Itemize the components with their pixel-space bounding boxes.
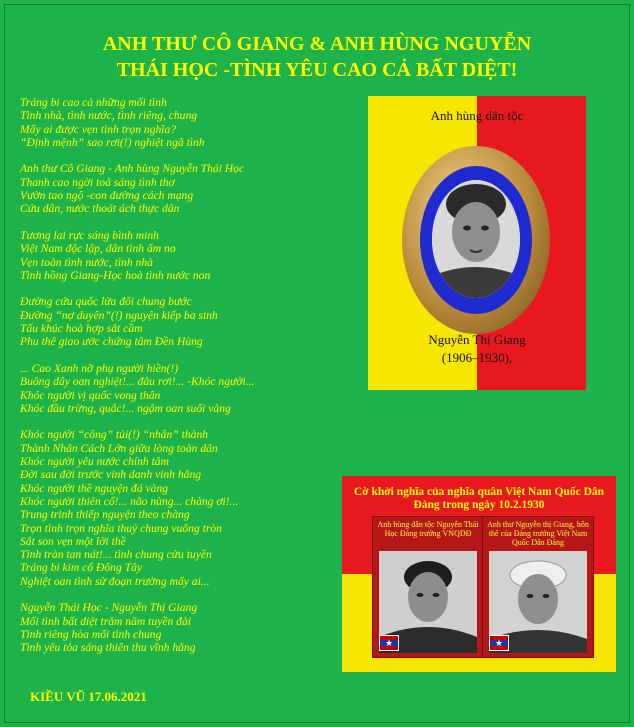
photo-card-nguyen-thi-giang <box>482 516 594 658</box>
poem-line: Tình nhà, tình nước, tình riêng, chung <box>20 109 198 123</box>
poem-line: Vườn tao ngộ -con đường cách mạng <box>20 189 194 203</box>
poem-line: Việt Nam độc lập, dân tình ấm no <box>20 242 176 256</box>
poem-line: Anh thư Cô Giang - Anh hùng Nguyễn Thái Học <box>20 162 245 176</box>
poem-line: Khóc người yêu nước chính tâm <box>20 455 169 469</box>
stanza-gap <box>20 588 350 601</box>
portrait-caption: Anh hùng dân tộc <box>430 108 524 123</box>
poem-line: Mấy ai được vẹn tình trọn nghĩa? <box>20 122 177 136</box>
vnqdd-flag-icon: ★ <box>489 635 509 651</box>
poem-line: Đường cứu quốc lửa đôi chung bước <box>20 295 192 309</box>
poem-line: Thành Nhân Cách Lớn giữa lòng toàn dân <box>20 441 218 455</box>
poem-line: Tình hồng Giang-Học hoà tình nước non <box>20 268 211 282</box>
poem-line: Đường “nợ duyên”(!) nguyện kiếp ba sinh <box>20 308 218 322</box>
poem-line: Khóc người “công” tủi(!) “nhân” thành <box>20 428 209 442</box>
stanza-gap <box>20 216 350 229</box>
poem-line: Tấu khúc hoà hợp sắt cầm <box>20 322 143 336</box>
author-signature: KIỀU VŨ 17.06.2021 <box>30 689 147 704</box>
uprising-flag-panel <box>342 476 616 672</box>
poem-line: Khóc người thề nguyện đá vàng <box>20 481 169 495</box>
page-title-line-2: THÁI HỌC -TÌNH YÊU CAO CẢ BẤT DIỆT! <box>116 59 518 81</box>
poem-line: Tương lai rực sáng bình minh <box>20 228 159 242</box>
uprising-heading: Cờ khởi nghĩa của nghĩa quân Việt Nam Quốc Dân Đảng trong ngày 10.2.1930 <box>353 486 605 511</box>
poem-line: Trung trinh thiếp nguyện theo chàng <box>20 508 190 522</box>
stanza-gap <box>20 149 350 162</box>
poem-line: Khóc người thiên cổ!... não nùng... chàng ơi!... <box>20 494 239 508</box>
poem-line: Tình tràn tan nát!... tình chung cửu tuyền <box>20 548 212 562</box>
poem-line: Trọn tình trọn nghĩa thuỷ chung vuông tròn <box>20 521 222 535</box>
portrait-silhouette <box>432 180 520 298</box>
poem-line: “Định mệnh” sao rơi(!) nghiệt ngã tình <box>20 135 205 149</box>
poem-line: Phu thê giao ước chứng tâm Đền Hùng <box>20 335 203 349</box>
portrait-panel <box>368 96 586 390</box>
portrait-name: Nguyễn Thị Giang <box>428 332 526 347</box>
stanza-gap <box>20 282 350 295</box>
poem-line: Khóc đầu trừng, quắc!... ngậm oan suối vàng <box>20 401 231 415</box>
poem-line: Sắt son vẹn một lời thề <box>20 534 126 548</box>
poem-line: Mối tình bất diệt trăm năm tuyền đài <box>20 614 191 628</box>
stanza-gap <box>20 349 350 362</box>
stanza-gap <box>20 415 350 428</box>
photo-card-nguyen-thai-hoc <box>372 516 484 658</box>
poem-line: Nguyễn Thái Học - Nguyễn Thị Giang <box>20 601 198 615</box>
poem-line: Buông dây oan nghiệt!... đâu rơi!... -Khóc người... <box>20 375 255 389</box>
poem-line: Tình yêu tỏa sáng thiên thu vĩnh hằng <box>20 641 196 655</box>
poem-line: Khóc người vị quốc vong thân <box>20 388 161 402</box>
portrait-years: (1906–1930), <box>441 350 513 365</box>
poem-line: Đời sau đời trước vinh danh vinh hằng <box>20 468 202 482</box>
poem-line: Vẹn toàn tình nước, tình nhà <box>20 255 153 269</box>
poem-line: Tráng bi kim cổ Đông Tây <box>20 561 143 575</box>
photo-card-caption-left: Anh hùng dân tộc Nguyễn Thái Học Đảng trưởng VNQDĐ <box>377 520 479 538</box>
poem-text <box>20 96 350 654</box>
page-title-line-1: ANH THƯ CÔ GIANG & ANH HÙNG NGUYỄN <box>102 33 532 55</box>
poem-line: Cứu dân, nước thoát ách thực dân <box>20 202 180 216</box>
poem-line: Tráng bi cao cả những mối tình <box>20 96 167 109</box>
poem-line: Tình riêng hòa mối tình chung <box>20 627 162 641</box>
poem-line: Thanh cao ngời toả sáng tình thơ <box>20 175 175 189</box>
poem-line: Nghiệt oan tình sử đoạn trường mấy ai... <box>20 574 210 588</box>
vnqdd-flag-icon: ★ <box>379 635 399 651</box>
poem-line: ... Cao Xanh nỡ phụ người hiền(!) <box>20 361 179 375</box>
portrait-photo <box>432 180 520 298</box>
photo-card-caption-right: Anh thư Nguyễn thị Giang, hôn thê của Đảng trưởng Việt Nam Quốc Dân Đảng <box>487 520 589 547</box>
